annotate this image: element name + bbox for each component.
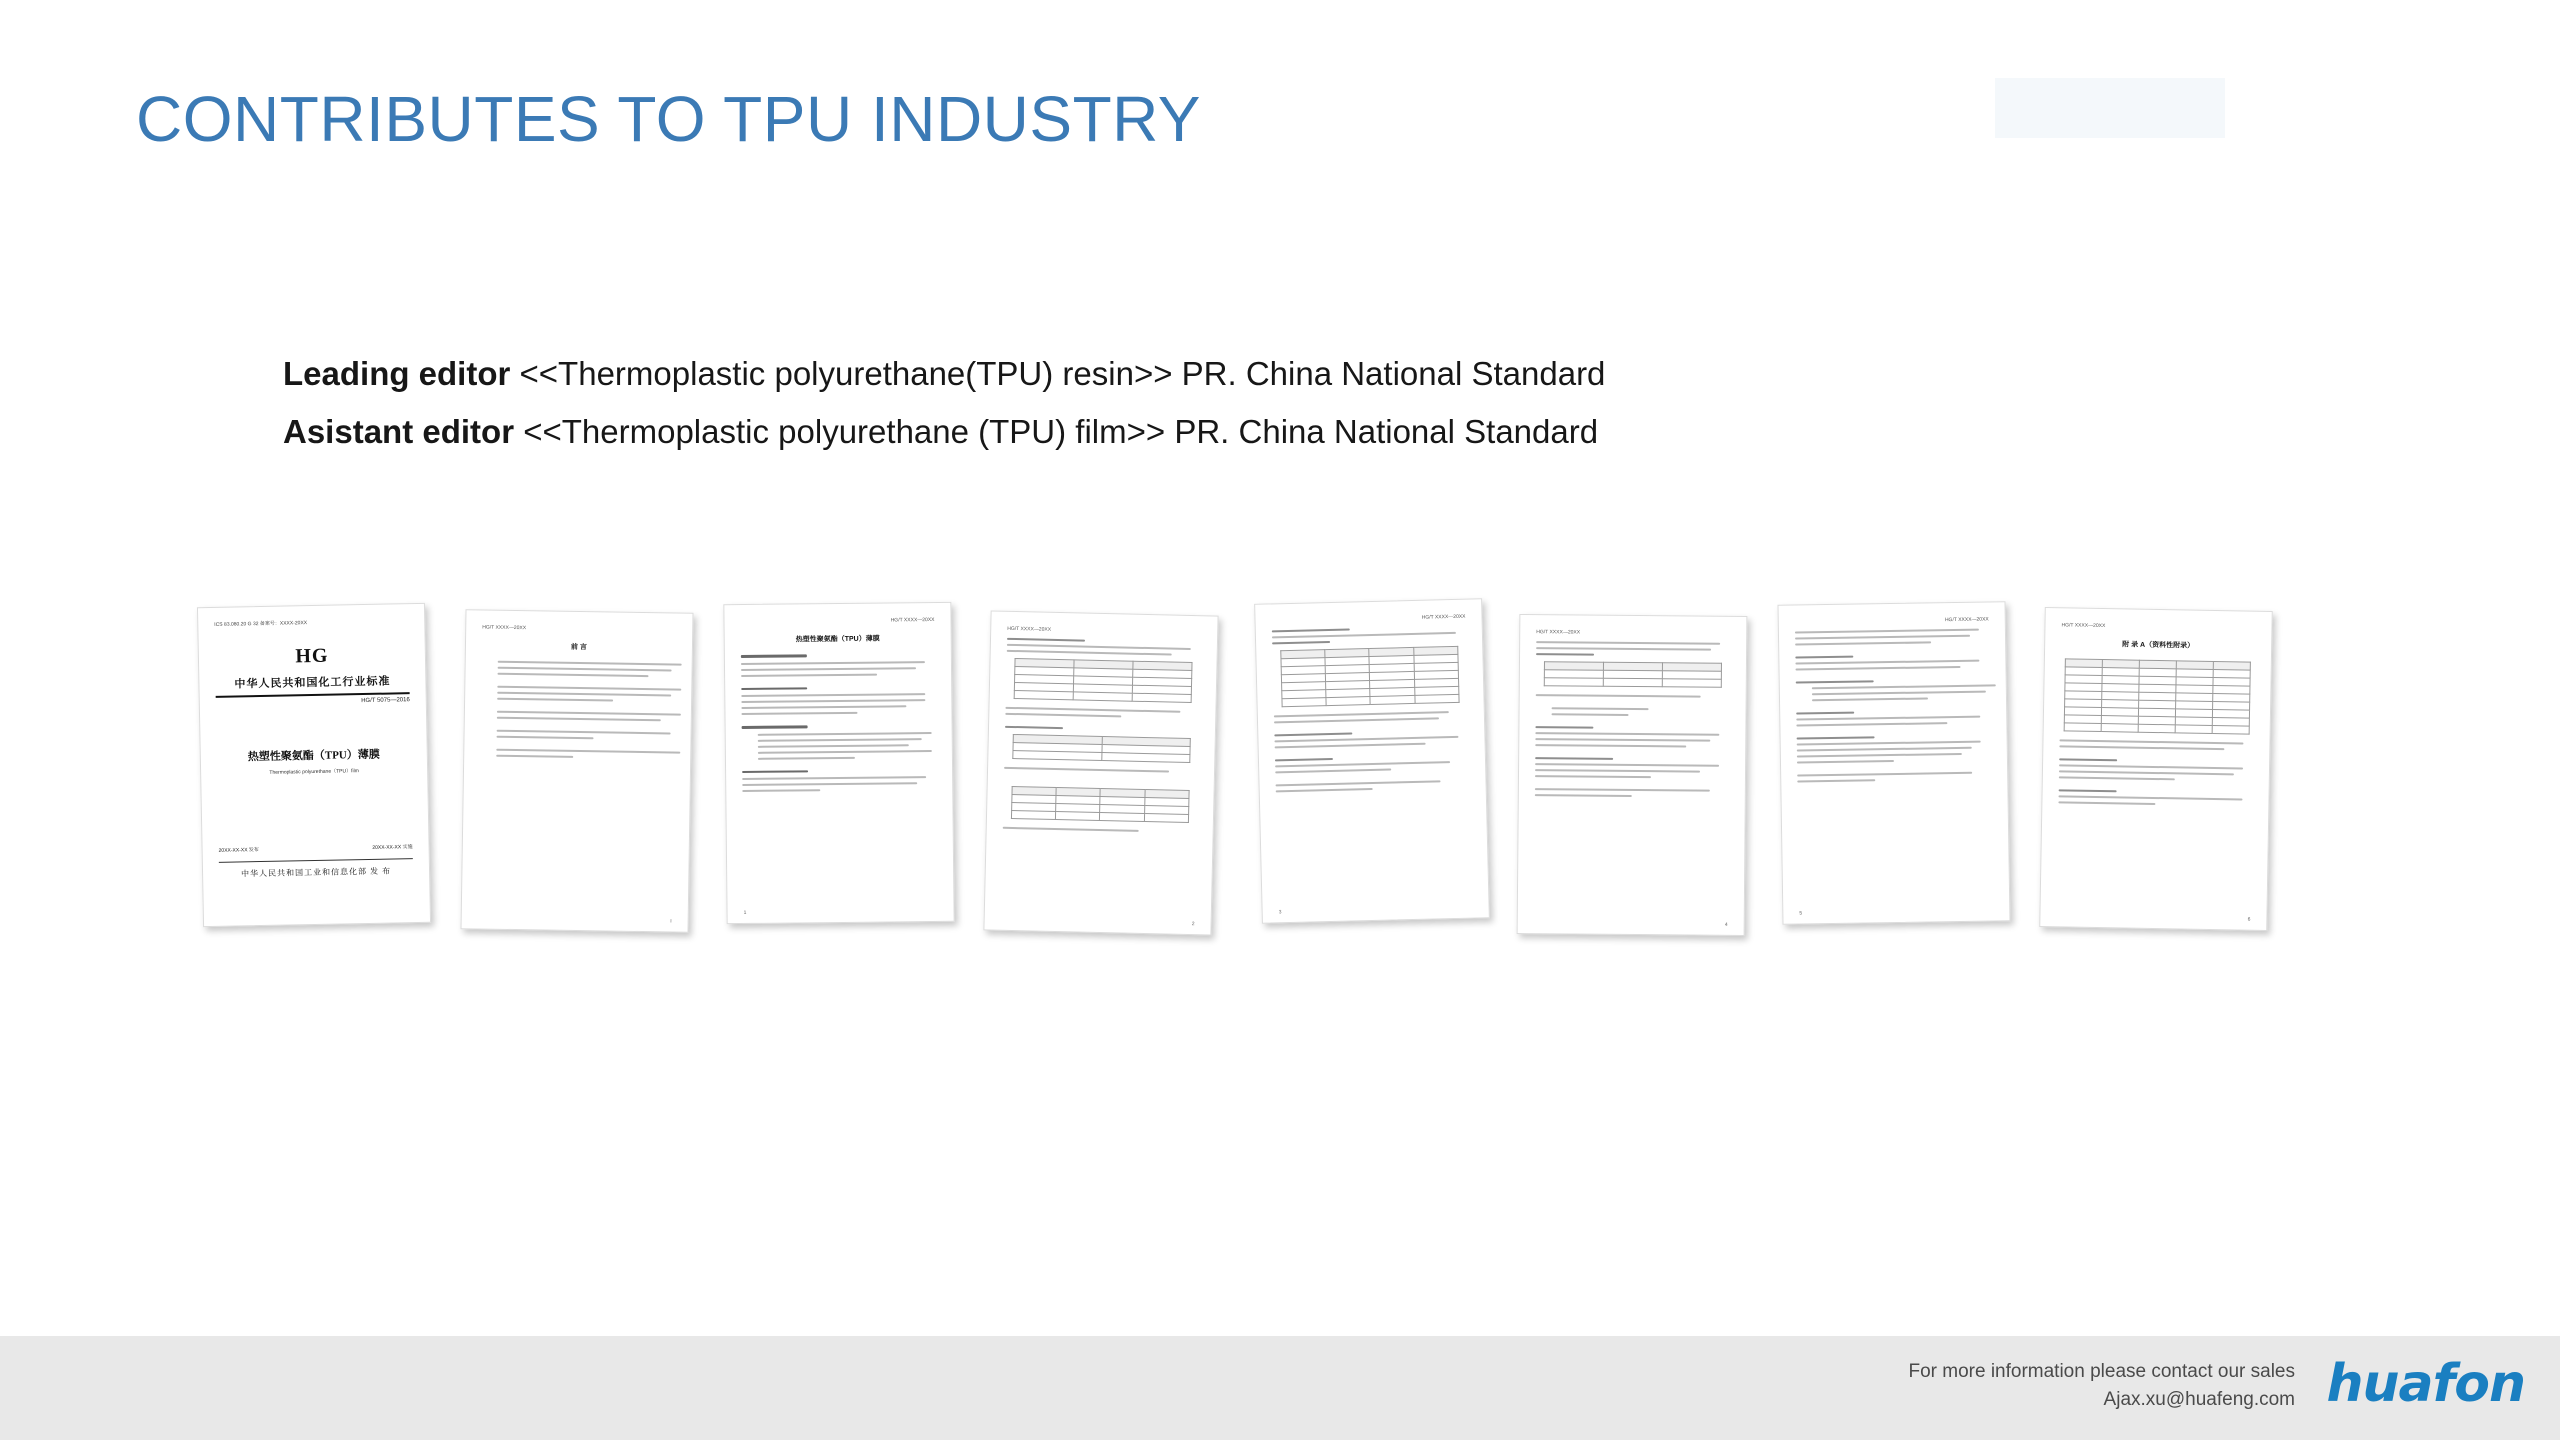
cover-issue-date: 20XX-XX-XX 发布	[218, 846, 259, 854]
cover-rule-bottom	[219, 858, 413, 863]
placeholder-box	[1995, 78, 2225, 138]
mini-table-appendix	[2064, 658, 2251, 734]
huafon-logo: huafon	[2326, 1354, 2525, 1414]
page-body-7	[1795, 628, 1991, 782]
page-header-6	[1536, 629, 1730, 637]
page-header-right-5: HG/T XXXX—20XX	[1421, 613, 1466, 621]
page-header-right-3: HG/T XXXX—20XX	[890, 616, 935, 624]
page-number-3: 1	[743, 909, 747, 917]
page-number-8: 6	[2247, 916, 2251, 923]
page-number-4: 2	[1191, 921, 1195, 928]
page-number-5: 3	[1278, 909, 1282, 916]
page-header-4	[1007, 626, 1201, 636]
body-text	[283, 345, 2183, 461]
cover-standard-title: 热塑性聚氨酯（TPU）薄膜	[247, 748, 380, 763]
mini-table-4	[1280, 646, 1460, 707]
footer-contact	[1908, 1358, 2295, 1414]
document-thumbnail-page-3[interactable]	[1254, 598, 1490, 923]
page-header-left-8: HG/T XXXX—20XX	[2061, 622, 2106, 630]
cover-standard-code: HG/T 5075—2016	[361, 696, 410, 704]
page-header-7	[1795, 616, 1989, 625]
document-thumbnail-page-1[interactable]	[723, 602, 954, 924]
mini-table-5	[1544, 661, 1723, 688]
page-body-2	[480, 660, 675, 759]
page-header-left-6: HG/T XXXX—20XX	[1536, 629, 1581, 636]
document-thumbnail-page-4[interactable]	[1517, 614, 1748, 936]
body-line-1	[283, 345, 2183, 403]
page-title-2: 前 言	[570, 643, 587, 652]
page-header-left-4: HG/T XXXX—20XX	[1007, 625, 1052, 633]
document-thumbnail-cover[interactable]	[197, 603, 431, 927]
document-thumbnail-page-2[interactable]	[983, 610, 1218, 935]
document-thumbnail-page-5[interactable]	[1778, 601, 2011, 925]
page-header-right-7: HG/T XXXX—20XX	[1944, 616, 1989, 624]
cover-standard-subtitle: Thermoplastic polyurethane（TPU）film	[269, 767, 359, 776]
cover-publisher: 中华人民共和国工业和信息化部 发 布	[240, 866, 392, 878]
mini-table-2	[1012, 734, 1191, 763]
body-line-2	[283, 403, 2183, 461]
page-number-2: I	[670, 918, 672, 925]
body-line-1-rest: <<Thermoplastic polyurethane(TPU) resin>> PR. China National Standard	[519, 355, 1606, 392]
page-number-6: 4	[1724, 921, 1728, 928]
page-number-7: 5	[1799, 910, 1803, 917]
page-header-2	[482, 624, 676, 633]
cover-effect-date: 20XX-XX-XX 实施	[372, 843, 413, 851]
page-title: CONTRIBUTES TO TPU INDUSTRY	[136, 83, 1201, 155]
body-line-2-rest: <<Thermoplastic polyurethane (TPU) film>> PR. China National Standard	[523, 413, 1599, 450]
page-header-8	[2061, 622, 2255, 631]
footer-contact-line-1: For more information please contact our sales	[1908, 1361, 2295, 1382]
page-header-left-2: HG/T XXXX—20XX	[482, 624, 527, 632]
document-thumbnail-appendix[interactable]	[2039, 607, 2273, 931]
page-header-3	[740, 617, 934, 625]
page-title-8: 附 录 A（资料性附录）	[2122, 641, 2195, 650]
cover-top-meta: ICS 83.080.20 G 32 备案号：XXXX-20XX	[214, 620, 308, 628]
page-body-4	[1003, 638, 1201, 833]
cover-org-mark: HG	[295, 644, 329, 668]
cover-org-name: 中华人民共和国化工行业标准	[234, 675, 391, 691]
page-body-5	[1272, 626, 1470, 793]
mini-table-1	[1013, 658, 1192, 703]
document-thumbnail-foreword[interactable]	[461, 609, 694, 933]
page-body-8	[2058, 739, 2253, 806]
footer-bar	[0, 1336, 2560, 1440]
body-line-1-lead: Leading editor	[283, 355, 511, 392]
page-body-3	[741, 653, 936, 792]
document-thumbnail-strip	[180, 595, 2380, 945]
page-title-3: 热塑性聚氨酯（TPU）薄膜	[795, 635, 880, 644]
footer-contact-line-2[interactable]: Ajax.xu@huafeng.com	[2103, 1389, 2295, 1410]
body-line-2-lead: Asistant editor	[283, 413, 515, 450]
page-header-5	[1271, 614, 1465, 625]
page-body-6	[1535, 641, 1730, 798]
cover-dates	[219, 843, 413, 854]
mini-table-3	[1011, 786, 1190, 823]
